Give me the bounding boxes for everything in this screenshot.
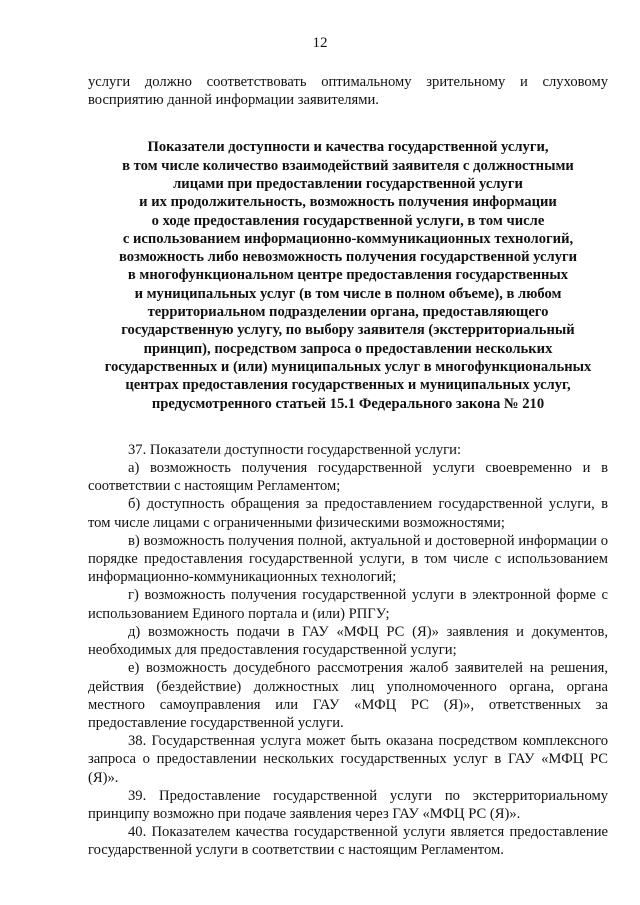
heading-line: в многофункциональном центре предоставления государственных bbox=[127, 267, 569, 284]
heading-line: территориальном подразделении органа, предоставляющего bbox=[147, 304, 549, 321]
page-number: 12 bbox=[312, 35, 328, 51]
list-item-a: а) возможность получения государственной услуги своевременно и в соответствии с настоящим Регламентом; bbox=[88, 460, 608, 495]
heading-line: с использованием информационно-коммуникационных технологий, bbox=[122, 230, 574, 247]
intro-paragraph: услуги должно соответствовать оптимальному зрительному и слуховому восприятию данной информации заявителями. bbox=[88, 74, 608, 109]
paragraph-40: 40. Показателем качества государственной услуги является предоставление государственной услуги в соответствии с настоящим Регламентом. bbox=[88, 824, 608, 859]
heading-line: центрах предоставления государственных и муниципальных услуг, bbox=[125, 377, 571, 394]
heading-line: государственных и (или) муниципальных услуг в многофункциональных bbox=[104, 358, 592, 375]
list-item-f: е) возможность досудебного рассмотрения жалоб заявителей на решения, действия (бездействие) должностных лиц уполномоченного органа, органа местного самоуправления или ГАУ «МФЦ РС (Я)», ответственных за предоставление государственной услуги. bbox=[88, 660, 608, 731]
heading-line: в том числе количество взаимодействий заявителя с должностными bbox=[122, 157, 574, 174]
heading-line: о ходе предоставления государственной услуги, в том числе bbox=[151, 212, 545, 229]
paragraph-38: 38. Государственная услуга может быть оказана посредством комплексного запроса о предоставлении нескольких государственных услуг в ГАУ «МФЦ РС (Я)». bbox=[88, 733, 608, 786]
heading-line: принцип), посредством запроса о предоставлении нескольких bbox=[143, 340, 553, 357]
heading-line: государственную услугу, по выбору заявителя (экстерриториальный bbox=[121, 322, 575, 339]
page-content bbox=[88, 73, 608, 860]
list-item-e: д) возможность подачи в ГАУ «МФЦ РС (Я)» заявления и документов, необходимых для предоставления государственной услуги; bbox=[88, 623, 608, 659]
list-item-b: б) доступность обращения за предоставлением государственной услуги, в том числе лицами с ограниченными физическими возможностями; bbox=[88, 496, 608, 531]
heading-line: и их продолжительность, возможность получения информации bbox=[139, 194, 557, 211]
heading-line: возможность либо невозможность получения государственной услуги bbox=[118, 249, 578, 266]
heading-line: и муниципальных услуг (в том числе в полном объеме), в любом bbox=[134, 285, 562, 302]
paragraph-39: 39. Предоставление государственной услуги по экстерриториальному принципу возможно при подаче заявления через ГАУ «МФЦ РС (Я)». bbox=[88, 787, 608, 822]
heading-line: предусмотренного статьей 15.1 Федерального закона № 210 bbox=[151, 395, 545, 412]
list-item-d: г) возможность получения государственной услуги в электронной форме с использованием Единого портала и (или) РПГУ; bbox=[88, 587, 608, 622]
heading-line: лицами при предоставлении государственной услуги bbox=[173, 176, 523, 192]
paragraph-37: 37. Показатели доступности государственной услуги: bbox=[128, 441, 462, 458]
heading-line: Показатели доступности и качества государственной услуги, bbox=[147, 139, 549, 156]
list-item-c: в) возможность получения полной, актуальной и достоверной информации о порядке предоставления государственной услуги, в том числе с использованием информационно-коммуникационных технологий; bbox=[88, 532, 608, 586]
section-heading bbox=[88, 138, 608, 412]
